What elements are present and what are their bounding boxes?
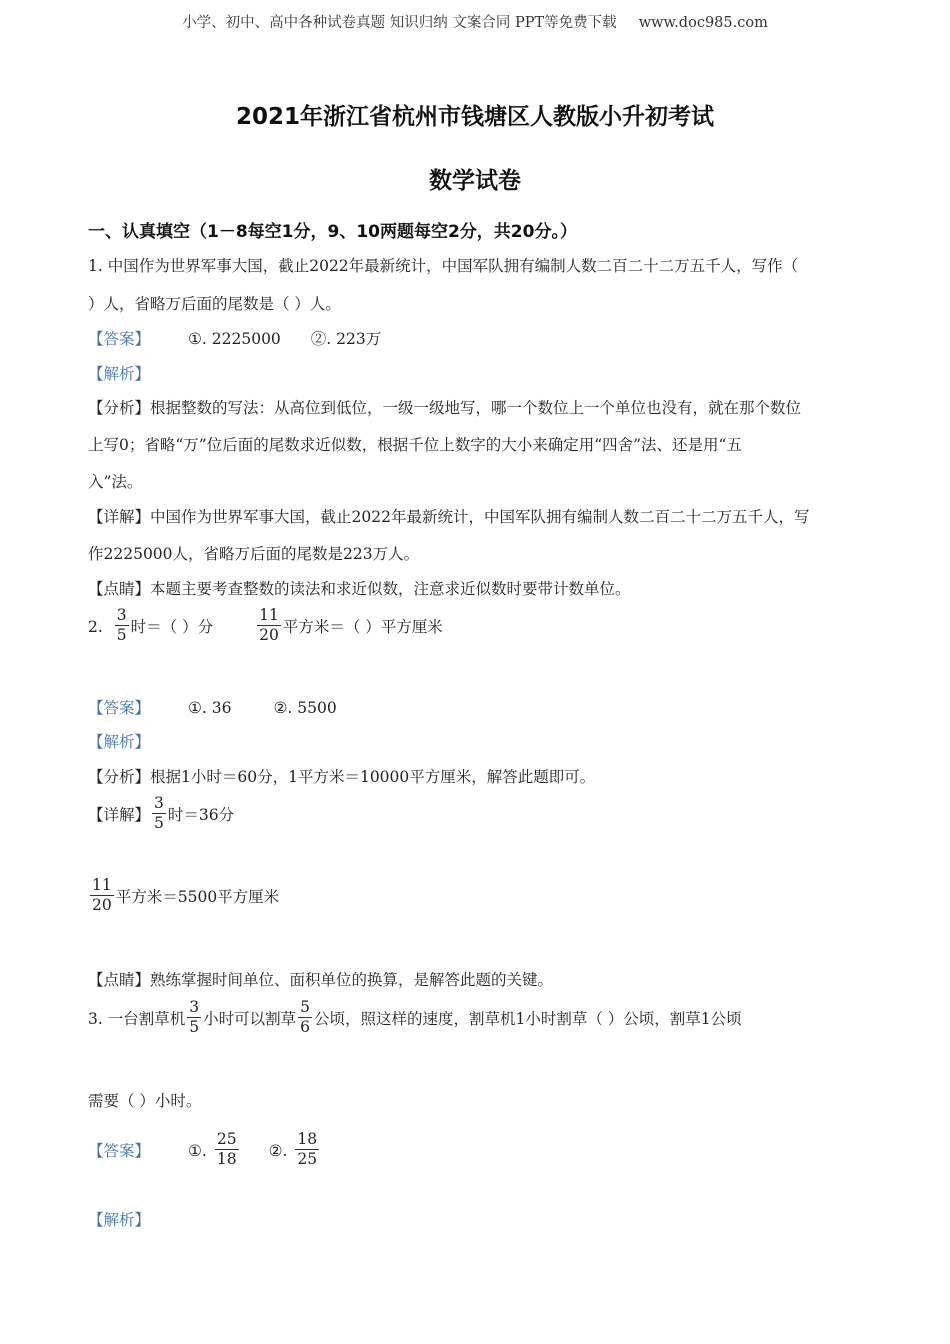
fenxi-label: 【分析】: [88, 768, 151, 786]
q2-line2-fraction: $\frac{11}{20}$: [92, 876, 112, 915]
header-text: 小学、初中、高中各种试卷真题 知识归纳 文案合同 PPT等免费下载: [182, 15, 617, 31]
q1-analysis-label: 【解析】: [88, 365, 151, 383]
q1-xiangjie-line2: 作2225000人，省略万后面的尾数是223万人。: [88, 545, 420, 563]
q2-fraction-1: $\frac{3}{5}$: [116, 606, 127, 645]
q1-line2: ）人，省略万后面的尾数是（ ）人。: [88, 295, 341, 313]
q2-question: [88, 608, 443, 648]
dianjing-label: 【点睛】: [88, 580, 151, 598]
q2-dianjing-text: 熟练掌握时间单位、面积单位的换算，是解答此题的关键。: [150, 971, 554, 989]
q3-answer-2-fraction: $\frac{18}{25}$: [297, 1130, 318, 1169]
q1-fenxi-line3: 入”法。: [88, 473, 143, 491]
q1-answer-1: ①. 2225000: [188, 330, 281, 348]
q1-answer-2: ②. 223万: [310, 330, 382, 348]
answer-label: 【答案】: [88, 330, 151, 348]
q2-xiangjie: [88, 796, 234, 836]
q3-analysis-label: 【解析】: [88, 1211, 151, 1229]
q3-question: [88, 1000, 742, 1040]
q3-answer: [88, 1132, 321, 1172]
document-title: 2021年浙江省杭州市钱塘区人教版小升初考试: [235, 104, 714, 130]
q3-pre: 3. 一台割草机: [88, 1009, 186, 1028]
q2-analysis-label: 【解析】: [88, 733, 151, 751]
q1-line1: 1. 中国作为世界军事大国，截止2022年最新统计，中国军队拥有编制人数二百二十二万五千人，写作（: [88, 257, 799, 275]
q1-fenxi-line1: [88, 396, 801, 418]
q2-xiangjie-fraction: $\frac{3}{5}$: [154, 794, 164, 833]
q3-mid: 小时可以割草: [203, 1009, 297, 1028]
q3-answer-2-prefix: ②.: [268, 1141, 288, 1160]
q2-fraction-2: $\frac{11}{20}$: [259, 606, 279, 645]
q3-post: 公顷，照这样的速度，割草机1小时割草（ ）公顷，割草1公顷: [313, 1009, 742, 1028]
q1-answer: [88, 327, 381, 349]
answer-label: 【答案】: [88, 699, 151, 717]
q2-part1: 时＝（ ）分: [130, 617, 214, 636]
q2-answer-1: ①. 36: [188, 699, 232, 717]
q1-dianjing: [88, 577, 631, 599]
document-subtitle: 数学试卷: [429, 168, 521, 194]
q3-fraction-1: $\frac{3}{5}$: [189, 998, 200, 1037]
answer-label: 【答案】: [88, 1141, 151, 1160]
q2-part2: 平方米＝（ ）平方厘米: [282, 617, 443, 636]
q1-xiangjie-line1: [88, 505, 809, 527]
q3-line2: 需要（ ）小时。: [88, 1092, 202, 1110]
q2-answer: [88, 696, 337, 718]
q3-fraction-2: $\frac{5}{6}$: [300, 998, 310, 1037]
q3-answer-1-fraction: $\frac{25}{18}$: [216, 1130, 237, 1169]
fenxi-label: 【分析】: [88, 399, 151, 417]
q2-fenxi: [88, 765, 595, 787]
header-site-link[interactable]: www.doc985.com: [638, 15, 768, 31]
q2-answer-2: ②. 5500: [273, 699, 337, 717]
q1-xiangjie-text1: 中国作为世界军事大国，截止2022年最新统计，中国军队拥有编制人数二百二十二万五千人，写: [150, 508, 810, 526]
q2-dianjing: [88, 968, 553, 990]
q2-xiangjie-line2: [88, 878, 279, 918]
q3-answer-1-prefix: ①.: [188, 1141, 207, 1160]
q2-line2-text: 平方米＝5500平方厘米: [115, 887, 280, 906]
q2-xiangjie-text: 时＝36分: [167, 805, 235, 824]
xiangjie-label: 【详解】: [88, 508, 151, 526]
q1-fenxi-line2: 上写0；省略“万”位后面的尾数求近似数，根据千位上数字的大小来确定用“四舍”法、还是用“五: [88, 436, 742, 454]
page-header: [0, 11, 950, 32]
q1-dianjing-text: 本题主要考查整数的读法和求近似数，注意求近似数时要带计数单位。: [150, 580, 631, 598]
q2-number: 2.: [88, 617, 103, 636]
section-heading: 一、认真填空（1－8每空1分，9、10两题每空2分，共20分。）: [88, 222, 577, 242]
q2-fenxi-text: 根据1小时＝60分，1平方米＝10000平方厘米，解答此题即可。: [150, 768, 596, 786]
xiangjie-label: 【详解】: [88, 805, 151, 824]
dianjing-label: 【点睛】: [88, 971, 151, 989]
q1-fenxi-text1: 根据整数的写法：从高位到低位，一级一级地写，哪一个数位上一个单位也没有，就在那个数位: [150, 399, 802, 417]
